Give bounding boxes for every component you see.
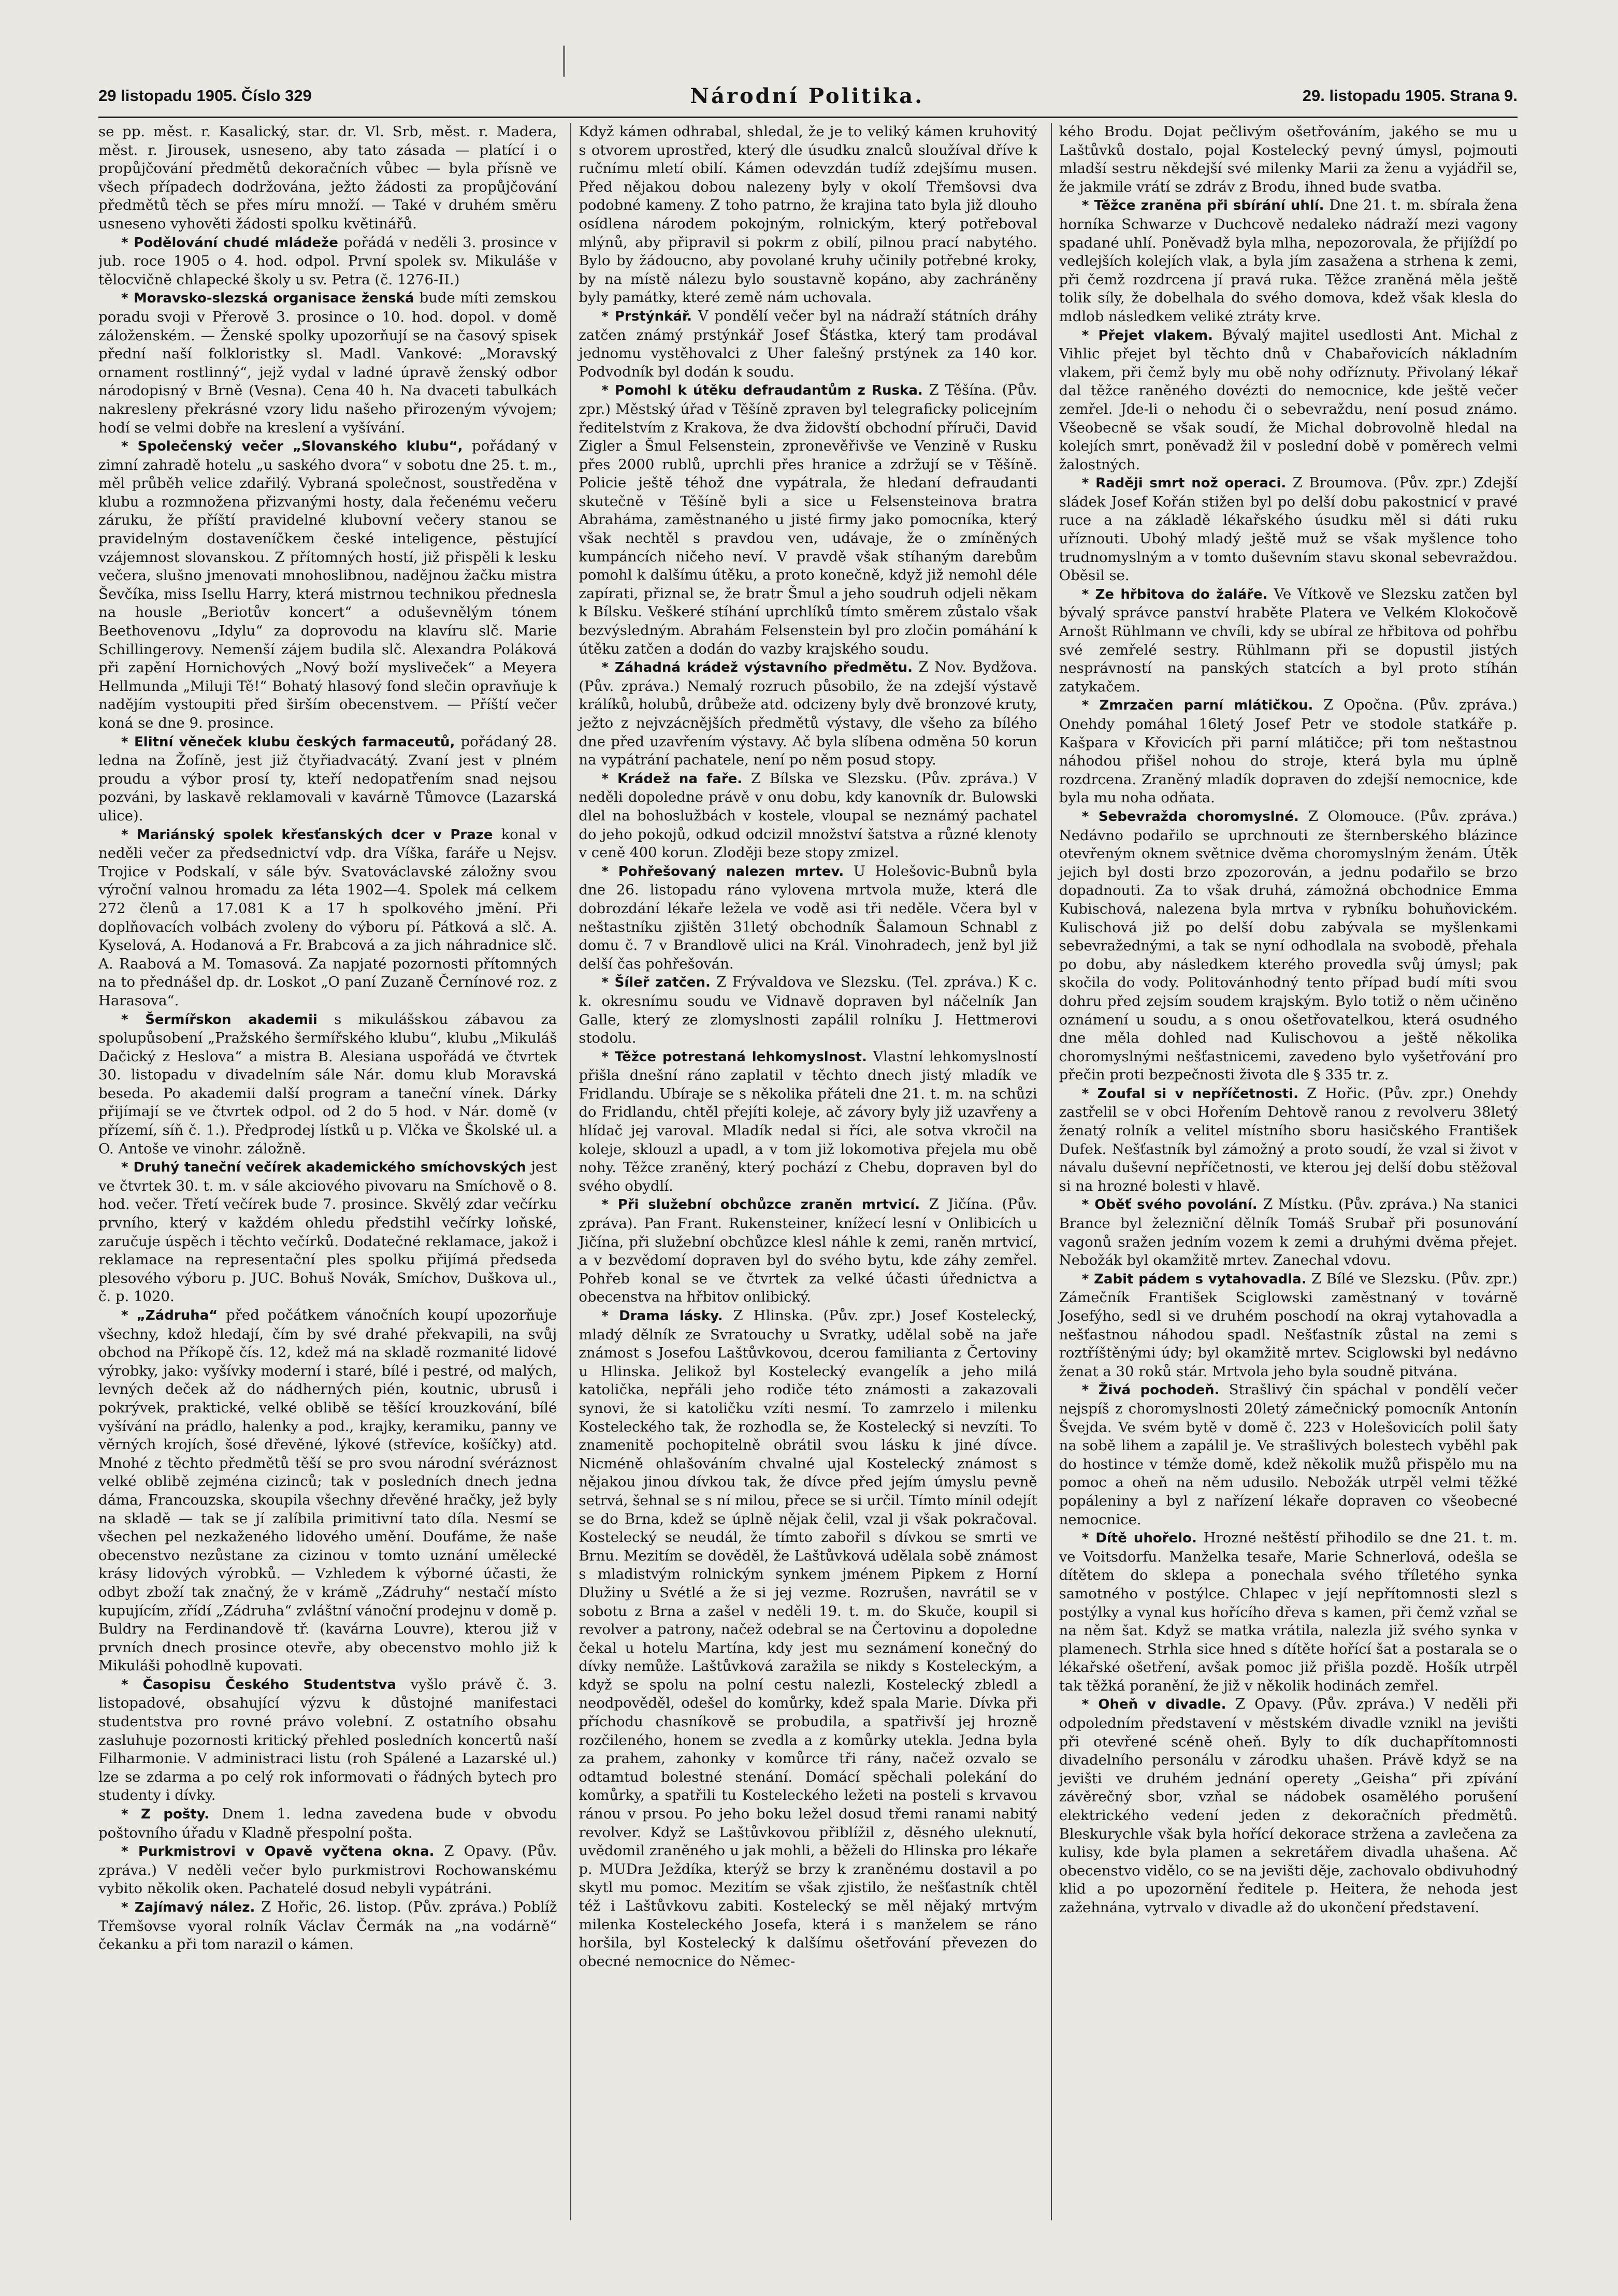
article-body: Dne 21. t. m. sbírala žena horníka Schwarze v Duchcově nedaleko nádraží mezi vagony spadané uhlí. Poněvadž byla mlha, nepozorovala, že přijíždí po vedlejších kolejích vlak, a byla jím zasažena a strhena k zemi, při čemž rozdrcena jí pravá ruka. Těžce zraněná měla ještě tolik síly, že dobelhala do svého domova, kdež však klesla do mdlob následkem veliké ztráty krve. <box>1059 197 1518 325</box>
article-body: Z Olomouce. (Pův. zpráva.) Nedávno podařilo se uprchnouti ze šternberského blázince otevřeným oknem světnice dvěma choromyslným ženám. Útěk jejich byl dosti brzo zpozorován, a jednu podařilo se brzo dopadnouti. Za to však druhá, zámožná obchodnice Emma Kubischová, nalezena byla mrtva v rybníku bohuňovickém. Kulischová již po delší dobu zabývala se myšlenkami sebevražednými, a tak se nyní odhodlala na svobodě, přehala po dobu, aby následkem kterého provedla svůj úmysl; pak skočila do vody. Politovánhodný tento případ budí míti svou dohru před zejsím soudem krajským. Bylo totiž o něm učiněno oznámení u soudu, a s onou ošetřovatelkou, která osudného dne měla dohled nad Kulischovou a ještě několika choromyslnými nešťastnicemi, zavedeno bylo vyšetřování pro přečin proti bezpečnosti života dle § 335 tr. z. <box>1059 807 1518 1084</box>
text-columns <box>98 123 1518 2220</box>
article-body: vyšlo právě č. 3. listopadové, obsahující výzvu k důstojné manifestaci studentstva pro rovné právo volební. Z ostatního obsahu zasluhuje pozornosti kritický přehled posledních koncertů naší Filharmonie. V administraci listu (roh Spálené a Lazarské ul.) lze se zdarma a po celý rok informovati o řádných bytech pro studenty i dívky. <box>98 1676 557 1804</box>
article-headline: * Purkmistrovi v Opavě vyčtena okna. <box>121 1844 435 1860</box>
article-headline: * Pomohl k útěku defraudantům z Ruska. <box>601 383 923 399</box>
article-paragraph <box>1059 474 1518 585</box>
article-paragraph <box>98 289 557 437</box>
article-body: pořádaný 28. ledna na Žofíně, jest již čtyřiadvacátý. Zvaní jest v plném proudu a výbor prosí ty, kteří nedopatřením snad nejsou pozváni, by laskavě reklamovali v kavárně Tůmovce (Lazarská ulice). <box>98 733 557 824</box>
article-headline: * Moravsko-slezská organisace ženská <box>121 291 414 307</box>
article-body: Bývalý majitel usedlosti Ant. Michal z Vihlic přejet byl těchto dnů v Chabařovicích nákladním vlakem, při čemž byly mu obě nohy odříznuty. Přivolaný lékař dal těžce raněného dovézti do nemocnice, kde ještě večer zemřel. Jde-li o nehodu či o sebevraždu, není posud známo. Všeobecně se však soudí, že Michal dobrovolně hledal na kolejích smrt, poněvadž žil v poslední době v poměrech velmi žalostných. <box>1059 326 1518 473</box>
article-headline: * Sebevražda choromyslné. <box>1081 808 1299 825</box>
article-paragraph <box>579 123 1037 307</box>
article-body: pořádá v neděli 3. prosince v jub. roce 1905 o 4. hod. odpol. První spolek sv. Mikuláše v tělocvičně chlapecké školy u sv. Petra (č. 1276-II.) <box>98 234 557 288</box>
article-body: Z Bílé ve Slezsku. (Pův. zpr.) Zámečník František Sciglowski zaměstnaný v továrně Josefýho, sedl si ve druhém poschodí na okraj vytahovadla a nešťastnou náhodou spadl. Nešťastník zůstal na zemi s roztříštěnými údy; byl okamžitě mrtev. Sciglowski byl nedávno ženat a 30 roků stár. Mrtvola jeho byla soudně pitvána. <box>1059 1270 1518 1380</box>
article-headline: * Šermířskon akademii <box>121 1012 317 1028</box>
newspaper-page <box>98 80 1518 2225</box>
article-paragraph <box>579 307 1037 381</box>
article-paragraph <box>579 1195 1037 1307</box>
article-body: bude míti zemskou poradu svoji v Přerově 3. prosince o 10. hod. dopol. v domě záloženském. — Ženské spolky upozorňují se na časový spisek přední naší folkloristky sl. Madl. Vankové: „Moravský ornament rostlinný“, jejž vydal v ladné úpravě ženský odbor národopisný v Brně (Vesna). Cena 40 h. Na dvaceti tabulkách nakresleny překrásné vzory lidu našeho přirozeným vývojem; hodí se velmi dobře na kreslení a vyšívání. <box>98 290 557 436</box>
article-body: Z Těšína. (Pův. zpr.) Městský úřad v Těšíně zpraven byl telegraficky policejním ředitelstvím z Krakova, že dva židovští obchodní příruči, David Zigler a Šmul Felsenstein, zpronevěřivše ve Venzině v Rusku přes 2000 rublů, uprchli přes hranice a zdržují se v Těšíně. Policie ještě téhož dne vypátrala, že hledaní defraudanti skutečně v Těšíně byli a sice u Felsensteinova bratra Abraháma, zaměstnaného u jisté firmy jako pomocníka, který však nechtěl s pravdou ven, udávaje, že o zmíněných kumpáncích ničeho neví. V pravdě však stíhaným darebům pomohl k dalšímu útěku, a proto konečně, když již nemohl déle zapírati, přiznal se, že bratr Šmul a jeho soudruh odjeli někam k Bílsku. Veškeré stíhání uprchlíků tímto směrem zůstalo však bezvýsledným. Abrahám Felsenstein byl pro zločin pomáhání k útěku zatčen a dodán do vazby krajského soudu. <box>579 382 1037 657</box>
article-paragraph <box>98 1676 557 1805</box>
article-body: Z Hořic. (Pův. zpr.) Onehdy zastřelil se v obci Hořením Dehtově ranou z revolveru 38letý ženatý rolník a velitel místního sboru hasičského František Dufek. Nešťastník byl zámožný a proto soudí, že vzal si život v návalu duševní nepříčetnosti, ve kterou jej delší dobu stěžoval si na hrozné bolesti v hlavě. <box>1059 1085 1518 1194</box>
article-body: Strašlivý čin spáchal v pondělí večer nejspíš z choromyslnosti 20letý zámečnický pomocník Antonín Švejda. Ve svém bytě v domě č. 223 v Holešovicích polil šaty na sobě lihem a zapálil je. Ve strašlivých bolestech vyběhl pak do hostince v témže domě, kdež několik mužů přispělo mu na pomoc a oheň na něm udusilo. Nebožák utrpěl velmi těžké popáleniny a byl z nařízení lékaře dopraven co všeobecné nemocnice. <box>1059 1381 1518 1528</box>
article-paragraph <box>98 826 557 1010</box>
article-paragraph <box>98 1010 557 1159</box>
article-body: Vlastní lehkomyslností přišla dnešní ráno zaplatil v těchto dnech jistý mladík ve Fridlandu. Ubíraje se s několika přáteli dne 21. t. m. na schůzi do Fridlandu, chtěl přejíti koleje, ač závory byly již uzavřeny a hlídač jej varoval. Mladík nedal si říci, ale sotva vkročil na koleje, sklouzl a upadl, a v tom již lokomotiva přejela mu obě nohy. Těžce zraněný, který pochází z Chebu, dopraven byl do svého obydlí. <box>579 1048 1037 1194</box>
article-body: Z Hlinska. (Pův. zpr.) Josef Kostelecký, mladý dělník ze Svratouchy u Svratky, udělal sobě na jaře známost s Josefou Laštůvkovou, dcerou familianta z Čertoviny u Hlinska. Jelikož byl Kostelecký evangelík a jeho milá katolička, nepřáli jeho rodiče této známosti a zakazovali synovi, že si katoličku vzíti nesmí. To zamrzelo i milenku Kosteleckého tak, že rozhodla se, že Kostelecký si nevzíti. To znamenitě pochopitelně obrátil svou lásku k jiné dívce. Nicméně ohlašováním chvalné ujal Kostelecký známost s nějakou jinou dívkou tak, že dívce před jejím úmyslu pevně setrvá, šehnal se s ní milou, přece se si určil. Tímto mínil odejít se do Brna, kdež se úplně nějak čelil, vzal ji však pokračoval. Kostelecký se neudál, že tímto zabořil s dívkou se smrti ve Brnu. Mezitím se dověděl, že Laštůvková udělala sobě známost s mladistvým rolnickým synkem jménem Pipkem z Horní Dlužiny u Svétlé a že si jej vezme. Rozrušen, navrátil se v sobotu z Brna a zašel v neděli 19. t. m. do Skuče, koupil si revolver a patrony, načež odebral se na Čertovinu a dopoledne čekal u hotelu Martína, kdy jest mu seznámení konečný do dívky nemůže. Laštůvková zaražila se nikdy s Kosteleckým, a když se spolu na polní cestu nalezli, Kostelecký zbledl a neodpověděl, odešel do komůrky, kdež spala Marie. Dívka při příchodu chasníkově se probudila, a spatřivší jej hrozně rozčileného, honem se zvedla a z komůrky utekla. Jedna byla za prahem, zahonky v komůrce tři rány, načež ozvalo se odtamtud bolestné stenání. Domácí spěchali polekání do komůrky, a spatřili tu Kosteleckého ležeti na posteli s krvavou ránou v prsou. Po jeho boku ležel dosud třemi ranami nabitý revolver. Když se Laštůvkovou přiblížil z, děsného uleknutí, uvědomil zraněného u jak mohli, a běželi do Hlinska pro lékaře p. MUDra Ježdíka, kterýž se brzy k zraněnému dostavil a po skytl mu pomoc. Mezitím se však zjistilo, že nešťastník chtěl též i Laštůvkovu zabiti. Kostelecký se měl nějaký mrtvým milenka Kosteleckého Josefa, která i s manželem se ráno horšila, byl Kostelecký k dalšímu ošetřování převezen do obecné nemocnice do Němec- <box>579 1307 1037 1970</box>
article-paragraph <box>98 733 557 826</box>
article-paragraph <box>1059 1695 1518 1917</box>
article-body: Z Hořic, 26. listop. (Pův. zpráva.) Poblíž Třemšovse vyoral rolník Václav Čermák na „na vodárně“ čekanku a při tom narazil o kámen. <box>98 1899 557 1953</box>
article-body: Z Opočna. (Pův. zpráva.) Onehdy pomáhal 16letý Josef Petr ve stodole statkáře p. Kašpara v Křovicích při parní mlátičce; při tom neštastnou náhodou přišel nohou do stroje, která byla mu úplně rozdrcena. Zraněný mladík dopraven do zdejší nemocnice, kde byla mu noha odňata. <box>1059 697 1518 806</box>
article-paragraph <box>98 1842 557 1898</box>
article-body: Z Opavy. (Pův. zpráva.) V neděli večer bylo purkmistrovi Rochowanskému vybito několik oken. Pachatelé dosud nebyli vypátráni. <box>98 1843 557 1897</box>
article-paragraph <box>579 658 1037 770</box>
article-paragraph <box>579 1307 1037 1971</box>
article-paragraph <box>98 1158 557 1306</box>
article-paragraph <box>1059 1085 1518 1196</box>
article-headline: * Těžce zraněna při sbírání uhlí. <box>1081 198 1324 214</box>
article-headline: * Ze hřbitova do žaláře. <box>1081 586 1268 602</box>
issue-date-number: 29 listopadu 1905. Číslo 329 <box>98 86 312 105</box>
article-body: před počátkem vánočních koupí upozorňuje všechny, kdož hledají, čím by své drahé překvapili, na svůj obchod na Příkopě čís. 12, kdež má na skladě rozmanité lidové výrobky, jako: vyšívky moderní i staré, bílé i pestré, od malých, levných deček až do nádherných pién, koutnic, ubrusů i pokrývek, praktické, velké oblibě se těšící krouzkování, bílé vyšívání na prádlo, halenky a pod., krajky, keramiku, panny ve věrných krojích, šosé dřevěné, lýkové (střevíce, košíčky) atd. Mnohé z těchto předmětů těší se pro svou národní svéráznost velké oblibě zejména cizinců; tak v posledních dnech jedna dáma, Francouzska, skoupila všechny dřevěné hračky, jež byly na skladě — tak se jí zalíbila primitivní tato díla. Nesmí se všechen pel nezkaženého lidového umění. Doufáme, že naše obecenstvo nezůstane za cizinou v tomto uznání umělecké krásy lidových výrobků. — Vzhledem k výborné účasti, že odbyt zboží tak značný, že v krámě „Zádruhy“ nestačí místo kupujícím, zřídí „Zádruha“ zvláštní vánoční prodejnu v domě p. Buldry na Ferdinandově tř. (kavárna Louvre), kterou již v prvních dnech prosince otevře, aby obecenstvo mohlo již k Mikuláši pohodlně kupovati. <box>98 1307 557 1674</box>
article-headline: * Krádež na faře. <box>601 771 743 787</box>
column-right <box>1051 123 1518 2220</box>
article-body: Z Jičína. (Pův. zpráva). Pan Frant. Rukensteiner, knížecí lesní v Onlibicích u Jičína, při služební obchůzce klesl náhle k zemi, raněn mrtvicí, a v bezvědomí dopraven byl do svého bytu, kde záhy zemřel. Pohřeb konal se ve čtvrtek za velké účasti úřednictva a obecenstva na hřbitov onlibický. <box>579 1196 1037 1306</box>
article-body: Hrozné neštěstí přihodilo se dne 21. t. m. ve Voitsdorfu. Manželka tesaře, Marie Schnerlová, odešla se dítětem do sklepa a ponechala svého tříletého synka samotného v postýlce. Chlapec v její nepřítomnosti slezl s postýlky a vynal kus hořícího dřeva s kamen, při čemž vzňal se na něm šat. Když se matka vrátila, nalezla již svého synka v plamenech. Strhla sice hned s dítěte hořící šat a postarala se o lékařské ošetření, avšak pomoc již přišla pozdě. Hošík utrpěl tak těžká poranění, že již v několik hodinách zemřel. <box>1059 1529 1518 1694</box>
article-paragraph <box>579 381 1037 658</box>
article-paragraph <box>1059 123 1518 196</box>
article-body: se pp. měst. r. Kasalický, star. dr. Vl. Srb, měst. r. Madera, měst. r. Jirousek, usneseno, aby tato zásada — platící i o propůjčování předmětů dekoračních vůbec — byla přísně ve všech případech dodržována, ježto žádosti za propůjčování předmětů těch se přes míru množí. — Také v druhém směru usneseno vyhověti žádosti spolku květinářů. <box>98 123 557 232</box>
article-body: Z Frývaldova ve Slezsku. (Tel. zpráva.) K c. k. okresnímu soudu ve Vidnavě dopraven byl náčelník Jan Galle, který ze zlomyslnosti zapálil rolníku J. Hettmerovi stodolu. <box>579 974 1037 1047</box>
article-body: V pondělí večer byl na nádraží státních dráhy zatčen známý prstýnkář Josef Šťástka, který tam prodával jednomu vystěhovalci z Uher falešný prstýnek za 140 kor. Podvodník byl dodán k soudu. <box>579 307 1037 380</box>
article-paragraph <box>98 1898 557 1954</box>
article-body: Z Opavy. (Pův. zpráva.) V neděli při odpoledním představení v městském divadle vznikl na jevišti při otevřené scéně oheň. Byly to dík duchapřítomnosti divadelního personálu v zárodku uhašen. Právě když se na jevišti ve druhém jednání operety „Geisha“ při zpívání závěrečný sbor, vzňal se nádobek osamělého porušení elektrického vedení jeden z dekoračních předmětů. Bleskurychle však byla hořící dekorace strženа a zavlečena za kulisy, kde byla plamen a sekretářem divadla uhašena. Ač obecenstvo vidělo, co se na jevišti děje, zachovalo obdivuhodný klid a po upozornění ředitele p. Heitera, že nehoda jest zažehnána, vytrvalo v divadle až do ukončení představení. <box>1059 1696 1518 1916</box>
article-body: Když kámen odhrabal, shledal, že je to veliký kámen kruhovitý s otvorem uprostřed, který dle úsudku znalců sloužíval dříve k ručnímu mletí obilí. Kámen odevzdán tudíž zdejšímu musen. Před nějakou dobou nalezeny byly v okolí Třemšovsi dva podobné kameny. Z toho patrno, že krajina tato byla již dlouho osídlena národem pokojným, rolnickým, který potřeboval mlýnů, aby připravil si pokrm z obilí, pilnou prací nabytého. Bylo by žádoucno, aby povolané kruhy učinily potřebné kroky, by na místě nálezu bylo soustavně kopáno, aby zachráněny byly památky, které země nám uchovala. <box>579 123 1037 306</box>
article-body: pořádaný v zimní zahradě hotelu „u saského dvora“ v sobotu dne 25. t. m., měl průběh velice zdařilý. Vybraná společnost, soustředěna v klubu a rozmnožena přizvanými hosty, dala řečenému večeru záruku, že příští pravidelné klubovní večery stanou se pravidelným dostaveníčkem české inteligence, pěstující vzájemnost slovanskou. Z přítomných hostí, již přispěli k lesku večera, slušno jmenovati mnohoslibnou, nadějnou žačku mistra Ševčíka, miss Isellu Harry, která mistrnou technikou přednesla na housle „Beriotův koncert“ a oduševnělým tónem Beethovenovu „Idylu“ za doprovodu na klavíru slč. Marie Schillingerovy. Nemenší zájem budila slč. Alexandra Poláková při zapění Hornichových „Nový boží mysliveček“ a Meyera Hellmunda „Miluji Tě!“ Bohatý hlasový fond slečin opravňuje k nadějím vystoupiti před širším obecenstvem. — Příští večer koná se dne 9. prosince. <box>98 438 557 731</box>
article-headline: * Drama lásky. <box>601 1308 723 1324</box>
article-headline: * Šíleř zatčen. <box>601 975 711 991</box>
article-paragraph <box>1059 1529 1518 1695</box>
article-headline: * Druhý taneční večírek akademického smíchovských <box>121 1160 526 1176</box>
article-headline: * Prstýnkář. <box>601 308 692 324</box>
article-body: Ve Vítkově ve Slezsku zatčen byl bývalý správce panství hraběte Platera ve Velkém Klokočově Arnošt Rühlmann ve chvíli, kdy se ubíral ze hřbitova od pohřbu své zemřelé sestry. Rühlmann při se dopustil jistých nesprávností na panských statcích a byl proto stíhán zatykačem. <box>1059 585 1518 695</box>
article-paragraph <box>579 1048 1037 1196</box>
article-headline: * Z pošty. <box>121 1807 210 1823</box>
article-paragraph <box>98 437 557 733</box>
article-body: Z Místku. (Pův. zpráva.) Na stanici Brance byl železniční dělník Tomáš Srubař při posunování vagonů sražen jedním vozem k zemi a druhými dvěma přejet. Nebožák byl okamžitě mrtev. Zanechal vdovu. <box>1059 1196 1518 1269</box>
article-headline: * Při služební obchůzce zraněn mrtvicí. <box>601 1197 920 1213</box>
page-header <box>98 80 1518 111</box>
article-paragraph <box>579 973 1037 1047</box>
article-paragraph <box>1059 807 1518 1085</box>
article-paragraph <box>579 770 1037 862</box>
article-body: U Holešovic-Bubnů byla dne 26. listopadu ráno vylovena mrtvola muže, která dle dobrozdání lékaře ležela ve vodě asi tři neděle. Včera byl v neštastníku zjištěn 31letý obchodník Šalamoun Schnabl z domu č. 7 v Brandlově ulici na Král. Vinohradech, jenž byl již delší čas pohřešován. <box>579 862 1037 972</box>
article-paragraph <box>98 1805 557 1842</box>
article-headline: * Přejet vlakem. <box>1081 327 1213 343</box>
page-date-number: 29. listopadu 1905. Strana 9. <box>1302 86 1518 105</box>
article-headline: * Živá pochodeň. <box>1081 1382 1220 1398</box>
article-headline: * Zajímavý nález. <box>121 1900 255 1915</box>
article-headline: * Zmrzačen parní mlátičkou. <box>1081 698 1313 714</box>
article-headline: * „Zádruha“ <box>121 1308 218 1323</box>
article-headline: * Pohřešovaný nalezen mrtev. <box>601 863 844 879</box>
article-paragraph <box>98 1306 557 1676</box>
article-paragraph <box>1059 326 1518 474</box>
article-headline: * Dítě uhořelo. <box>1081 1530 1197 1547</box>
article-paragraph <box>1059 196 1518 326</box>
article-paragraph <box>1059 1381 1518 1529</box>
article-body: Z Bílska ve Slezsku. (Pův. zpráva.) V neděli dopoledne právě v onu dobu, kdy kanovník dr. Bulowski dlel na bohoslužbách v kostele, vloupal se neznámý pachatel do jeho pokojů, odkud odcizil množství šatstva a různé klenoty v ceně 400 korun. Zloději beze stopy zmizel. <box>579 770 1037 861</box>
article-headline: * Společenský večer „Slovanského klubu“, <box>121 439 463 455</box>
header-rule <box>98 117 1518 118</box>
article-headline: * Elitní věneček klubu českých farmaceutů, <box>121 734 455 750</box>
print-smudge <box>563 46 565 77</box>
article-headline: * Záhadná krádež výstavního předmětu. <box>601 660 913 676</box>
column-middle <box>570 123 1037 2220</box>
article-paragraph <box>1059 696 1518 807</box>
article-paragraph <box>1059 585 1518 697</box>
masthead-title: Národní Politika. <box>690 83 924 108</box>
article-paragraph <box>1059 1195 1518 1269</box>
article-body: Z Nov. Bydžova. (Pův. zpráva.) Nemalý rozruch působilo, že na zdejší výstavě králíků, holubů, drůbeže atd. odcizeny byly dvě bronzové kruty, ježto z nejvzácnějších předmětů výstavy, dle všeho za bílého dne před uzavřením výstavy. Ač byla slíbena odměna 50 korun na vypátrání pachatele, není po něm posud stopy. <box>579 659 1037 769</box>
column-left <box>98 123 557 2220</box>
article-headline: * Raději smrt nož operaci. <box>1081 475 1287 492</box>
article-headline: * Oběť svého povolání. <box>1081 1197 1258 1213</box>
article-body: s mikulášskou zábavou za spolupůsobení „Pražského šermířského klubu“, klubu „Mikuláš Dačický z Heslova“ a mistra B. Alesiana uspořádá ve čtvrtek 30. listopadu v divadelním sále Nár. domu klub Moravská beseda. Po akademii další program a taneční vínek. Dárky přijímají se ve čtvrtek odpol. od 2 do 5 hod. v Nár. domě (v přízemí, síň č. 1.). Předprodej lístků u p. Vlčka ve Školské ul. a O. Antoše ve vinohr. záložně. <box>98 1010 557 1157</box>
article-headline: * Zoufal si v nepříčetnosti. <box>1081 1086 1299 1102</box>
article-headline: * Zabit pádem s vytahovadla. <box>1081 1271 1307 1287</box>
article-paragraph <box>98 123 557 234</box>
article-headline: * Oheň v divadle. <box>1081 1697 1226 1713</box>
article-headline: * Mariánský spolek křesťanských dcer v Praze <box>121 827 493 843</box>
article-body: Dnem 1. ledna zavedena bude v obvodu poštovního úřadu v Kladně přespolní pošta. <box>98 1806 557 1841</box>
article-body: konal v neděli večer za předsednictví vdp. dra Víška, faráře u Nejsv. Trojice v Podskalí, v sále býv. Svatováclavské záložny svou výroční valnou hromadu za léta 1902—4. Spolek má celkem 272 členů a 17.081 K a 17 h spolkového jmění. Při doplňovacích volbách zvoleny do výboru pí. Pátková a slč. A. Kyselová, A. Hodanová a Fr. Brabcová a za jich náhradnice slč. A. Raabová a M. Tomasová. Za napjaté pozornosti přítomných na to přednášel dp. dr. Loskot „O paní Zuzaně Černínové roz. z Harasova“. <box>98 826 557 1009</box>
article-headline: * Podělování chudé mládeže <box>121 235 338 251</box>
article-headline: * Těžce potrestaná lehkomyslnost. <box>601 1049 867 1065</box>
article-paragraph <box>98 234 557 290</box>
article-paragraph <box>579 862 1037 974</box>
article-body: jest ve čtvrtek 30. t. m. v sále akciového pivovaru na Smíchově o 8. hod. večer. Třetí večírek bude 7. prosince. Skvělý zdar večírku prvního, který v každém ohledu předstihl večírky loňské, zaručuje úspěch i těchto večírků. Dodatečné reklamace, jakož i reklamace na representační ples spolku přijímá předseda plesového výboru p. JUC. Bohuš Novák, Smíchov, Duškova ul., č. p. 1020. <box>98 1159 557 1305</box>
article-body: kého Brodu. Dojat pečlivým ošetřováním, jakého se mu u Laštůvků dostalo, pojal Kostelecký pevný úmysl, pojmouti mladší sestru někdejší své milenky Marii za ženu a vyjádřil se, že jakmile vrátí se zdráv z Brodu, ihned bude svatba. <box>1059 123 1518 195</box>
article-paragraph <box>1059 1270 1518 1381</box>
article-headline: * Časopisu Českého Studentstva <box>121 1677 396 1693</box>
article-body: Z Broumova. (Pův. zpr.) Zdejší sládek Josef Kořán stižen byl po delší dobu pakostnicí v pravé ruce a na základě lékařského úsudku měl si dáti ruku uříznouti. Ubohý mladý ještě muž se však myšlence toho trudnomyslným a v tomto duševním stavu skonal sebevraždou. Oběsil se. <box>1059 474 1518 584</box>
